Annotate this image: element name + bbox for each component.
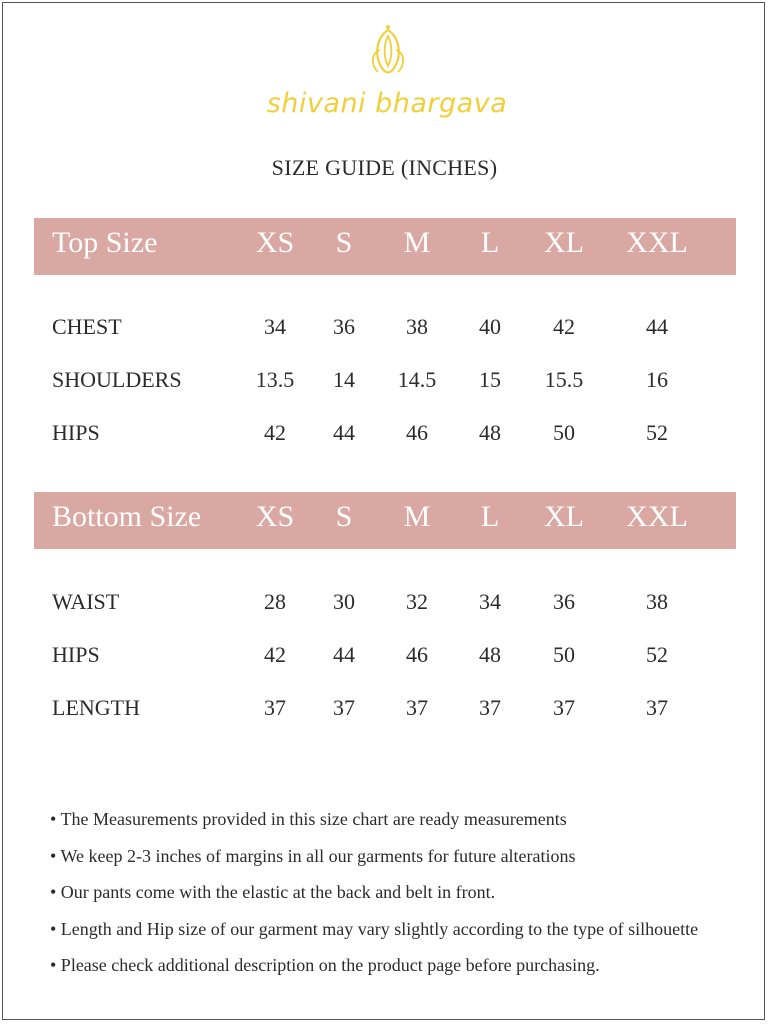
table-row <box>0 314 769 344</box>
row-label: WAIST <box>52 589 120 614</box>
row-label: LENGTH <box>52 695 140 720</box>
cell-value: 38 <box>646 589 668 614</box>
cell-value: 15 <box>479 367 501 392</box>
cell-value: 30 <box>333 589 355 614</box>
page-title: SIZE GUIDE (INCHES) <box>271 155 498 180</box>
size-col-xs: XS <box>255 500 295 533</box>
cell-value: 50 <box>553 420 575 445</box>
note-item: • We keep 2-3 inches of margins in all our garments for future alterations <box>50 845 576 866</box>
cell-value: 50 <box>553 642 575 667</box>
note-item: • Length and Hip size of our garment may vary slightly according to the type of silhouette <box>50 918 699 939</box>
cell-value: 16 <box>646 367 668 392</box>
size-col-l: L <box>480 500 500 533</box>
cell-value: 42 <box>553 314 575 339</box>
table-row <box>0 695 769 725</box>
lotus-hand-logo-icon <box>366 22 410 86</box>
size-col-xxl: XXL <box>626 226 688 259</box>
cell-value: 40 <box>479 314 501 339</box>
row-label: HIPS <box>52 420 100 445</box>
cell-value: 46 <box>406 642 428 667</box>
size-col-xl: XL <box>544 226 584 259</box>
cell-value: 37 <box>553 695 575 720</box>
cell-value: 37 <box>406 695 428 720</box>
size-col-m: M <box>403 226 431 259</box>
top-size-header-band <box>34 218 736 275</box>
cell-value: 13.5 <box>255 367 295 392</box>
size-col-l: L <box>480 226 500 259</box>
cell-value: 36 <box>333 314 355 339</box>
row-label: CHEST <box>52 314 122 339</box>
cell-value: 37 <box>646 695 668 720</box>
cell-value: 44 <box>646 314 668 339</box>
cell-value: 44 <box>333 420 355 445</box>
cell-value: 37 <box>333 695 355 720</box>
cell-value: 32 <box>406 589 428 614</box>
table-row <box>0 589 769 619</box>
cell-value: 34 <box>264 314 286 339</box>
cell-value: 37 <box>479 695 501 720</box>
brand-logo <box>262 18 512 128</box>
cell-value: 15.5 <box>544 367 584 392</box>
cell-value: 44 <box>333 642 355 667</box>
cell-value: 52 <box>646 642 668 667</box>
cell-value: 14 <box>333 367 355 392</box>
cell-value: 42 <box>264 642 286 667</box>
note-item: • Please check additional description on the product page before purchasing. <box>50 955 600 975</box>
note-item: • The Measurements provided in this size chart are ready measurements <box>50 809 567 829</box>
cell-value: 28 <box>264 589 286 614</box>
table-row <box>0 367 769 397</box>
top-size-header-label: Top Size <box>52 226 158 259</box>
note-item: • Our pants come with the elastic at the back and belt in front. <box>50 882 496 902</box>
cell-value: 37 <box>264 695 286 720</box>
cell-value: 14.5 <box>397 367 437 392</box>
size-col-s: S <box>335 500 353 533</box>
cell-value: 34 <box>479 589 501 614</box>
cell-value: 48 <box>479 642 501 667</box>
size-col-xxl: XXL <box>626 500 688 533</box>
cell-value: 42 <box>264 420 286 445</box>
table-row <box>0 420 769 450</box>
cell-value: 46 <box>406 420 428 445</box>
cell-value: 36 <box>553 589 575 614</box>
size-col-xl: XL <box>544 500 584 533</box>
notes-list <box>50 806 750 989</box>
bottom-size-header-label: Bottom Size <box>52 500 202 533</box>
row-label: SHOULDERS <box>52 367 182 392</box>
size-col-s: S <box>335 226 353 259</box>
size-col-xs: XS <box>255 226 295 259</box>
bottom-size-header-band <box>34 492 736 549</box>
cell-value: 48 <box>479 420 501 445</box>
table-row <box>0 642 769 672</box>
cell-value: 52 <box>646 420 668 445</box>
size-col-m: M <box>403 500 431 533</box>
brand-name: shivani bhargava <box>266 88 508 119</box>
row-label: HIPS <box>52 642 100 667</box>
cell-value: 38 <box>406 314 428 339</box>
